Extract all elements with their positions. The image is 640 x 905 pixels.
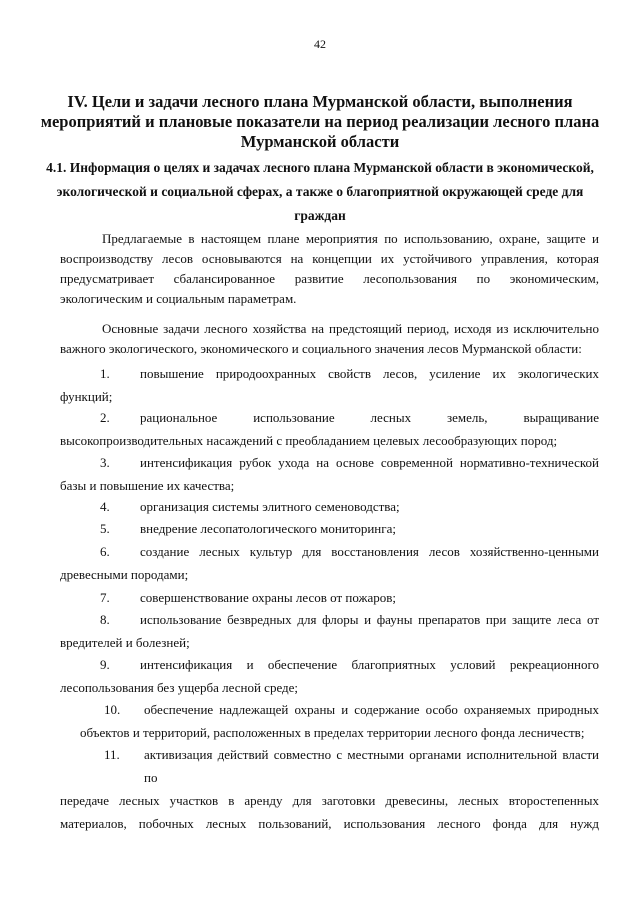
- list-item-continuation: объектов и территорий, расположенных в пределах территории лесного фонда лесничеств;: [80, 725, 585, 740]
- list-item-number: 10.: [104, 702, 121, 717]
- list-item-continuation: передаче лесных участков в аренду для заготовки древесины, лесных второстепенных материалов, побочных лесных пользований, использования лесного фонда для нужд: [60, 793, 599, 831]
- intro-paragraph-rest: воспроизводству лесов основываются на концепции их устойчивого управления, которая предусматривает сбалансированное развитие лесопользования по экономическим, экологическим и социальным параметрам.: [60, 251, 599, 306]
- list-item-text: совершенствование охраны лесов от пожаров;: [140, 590, 397, 605]
- list-item-text: интенсификация рубок ухода на основе современной нормативно-технической: [140, 455, 599, 470]
- list-item-number: 4.: [100, 499, 110, 514]
- list-item-continuation: базы и повышение их качества;: [60, 478, 235, 493]
- list-item: [60, 517, 599, 540]
- page-number: 42: [314, 37, 326, 51]
- list-item-number: 6.: [100, 544, 110, 559]
- section-title: IV. Цели и задачи лесного плана Мурманской области, выполнения мероприятий и плановые показатели на период реализации лесного плана Мурманской области: [40, 92, 600, 151]
- list-item-text: повышение природоохранных свойств лесов, усиление их экологических: [140, 366, 599, 381]
- list-item-text: организация системы элитного семеноводства;: [140, 499, 400, 514]
- intro-paragraph-line1: Предлагаемые в настоящем плане мероприятия по использованию, охране, защите и: [102, 231, 599, 246]
- list-item-number: 2.: [100, 410, 110, 425]
- list-item-number: 8.: [100, 612, 110, 627]
- list-item: [60, 451, 599, 497]
- list-item: [60, 608, 599, 654]
- list-item-text: интенсификация и обеспечение благоприятных условий рекреационного: [140, 657, 599, 672]
- list-item-text: использование безвредных для флоры и фауны препаратов при защите леса от: [140, 612, 599, 627]
- list-item: [60, 406, 599, 452]
- list-item-continuation: вредителей и болезней;: [60, 635, 190, 650]
- list-item-number: 7.: [100, 590, 110, 605]
- list-item-text: активизация действий совместно с местными органами исполнительной власти по: [144, 747, 599, 785]
- list-item: [60, 362, 599, 408]
- list-item: [60, 495, 599, 518]
- intro-paragraph: [60, 229, 599, 309]
- list-item-number: 3.: [100, 455, 110, 470]
- list-item-continuation: лесопользования без ущерба лесной среде;: [60, 680, 299, 695]
- list-item: [60, 653, 599, 699]
- list-item: [60, 540, 599, 586]
- list-item-continuation: древесными породами;: [60, 567, 189, 582]
- list-item-text: обеспечение надлежащей охраны и содержание особо охраняемых природных: [144, 702, 599, 717]
- subsection-title: 4.1. Информация о целях и задачах лесного плана Мурманской области в экономической, экологической и социальной сферах, а также о благоприятной окружающей среде для граждан: [46, 160, 594, 223]
- tasks-paragraph: Основные задачи лесного хозяйства на предстоящий период, исходя из исключительно важного экологического, экономического и социального значения лесов Мурманской области:: [60, 321, 599, 356]
- list-item-number: 5.: [100, 521, 110, 536]
- list-item-continuation: функций;: [60, 389, 113, 404]
- list-item: [60, 586, 599, 609]
- list-item: [60, 743, 599, 835]
- list-item-number: 11.: [104, 747, 120, 762]
- list-item: [60, 698, 599, 744]
- list-item-number: 9.: [100, 657, 110, 672]
- list-item-number: 1.: [100, 366, 110, 381]
- list-item-continuation: высокопроизводительных насаждений с преобладанием целевых лесообразующих пород;: [60, 433, 558, 448]
- list-item-text: создание лесных культур для восстановления лесов хозяйственно-ценными: [140, 544, 599, 559]
- list-item-text: внедрение лесопатологического мониторинга;: [140, 521, 396, 536]
- list-item-text: рациональное использование лесных земель, выращивание: [140, 410, 599, 425]
